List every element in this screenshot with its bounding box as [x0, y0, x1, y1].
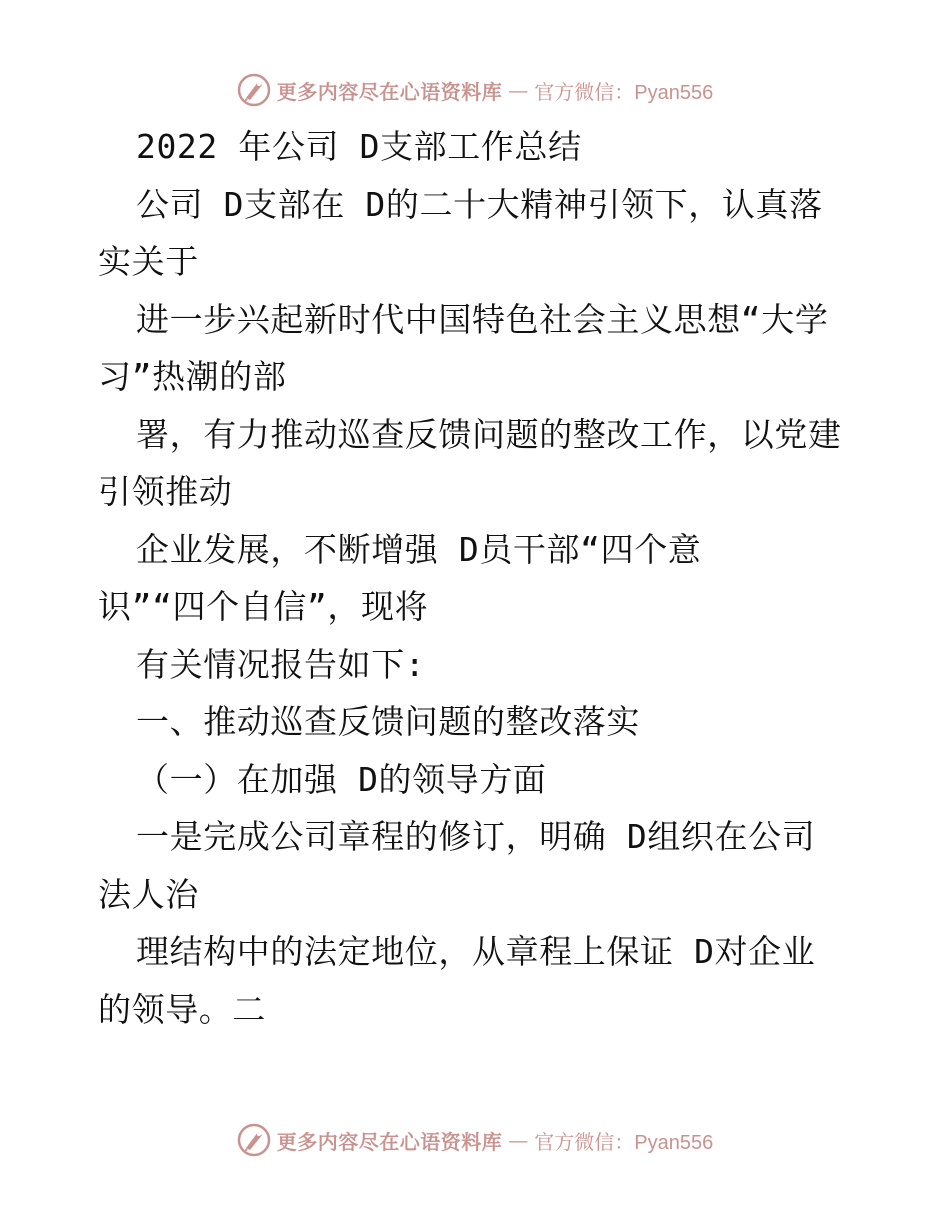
watermark-separator: — [508, 1128, 529, 1152]
paragraph-line: 署，有力推动巡查反馈问题的整改工作，以党建 [136, 414, 842, 454]
watermark-contact: 官方微信：Pyan556 [534, 1131, 714, 1154]
paragraph-line: 法人治 [98, 874, 199, 914]
document-body [98, 118, 878, 1038]
paragraph-line: 公司 D支部在 D的二十大精神引领下，认真落 [136, 184, 823, 224]
document-title: 2022 年公司 D支部工作总结 [136, 127, 582, 166]
paragraph-line: 进一步兴起新时代中国特色社会主义思想“大学 [136, 299, 829, 339]
watermark-separator: — [508, 78, 529, 102]
paragraph-line: 有关情况报告如下: [136, 644, 426, 684]
subsection-heading: （一）在加强 D的领导方面 [136, 759, 547, 799]
quill-pen-logo-icon [237, 1123, 271, 1157]
watermark-text: 更多内容尽在心语资料库 [276, 1129, 503, 1154]
footer-watermark [0, 1118, 950, 1162]
paragraph-line: 识”“四个自信”，现将 [98, 587, 429, 626]
paragraph-line: 引领推动 [98, 472, 233, 511]
section-heading: 一、推动巡查反馈问题的整改落实 [136, 702, 640, 741]
paragraph-line: 实关于 [98, 242, 199, 281]
quill-pen-logo-icon [237, 73, 271, 107]
paragraph-line: 一是完成公司章程的修订，明确 D组织在公司 [136, 817, 816, 856]
paragraph-line: 企业发展，不断增强 D员干部“四个意 [136, 529, 702, 569]
watermark-text: 更多内容尽在心语资料库 [276, 79, 503, 104]
watermark-contact: 官方微信：Pyan556 [534, 81, 714, 104]
paragraph-line: 习”热潮的部 [98, 357, 287, 396]
header-watermark [0, 68, 950, 112]
paragraph-line: 的领导。二 [98, 989, 266, 1029]
paragraph-line: 理结构中的法定地位，从章程上保证 D对企业 [136, 932, 816, 971]
